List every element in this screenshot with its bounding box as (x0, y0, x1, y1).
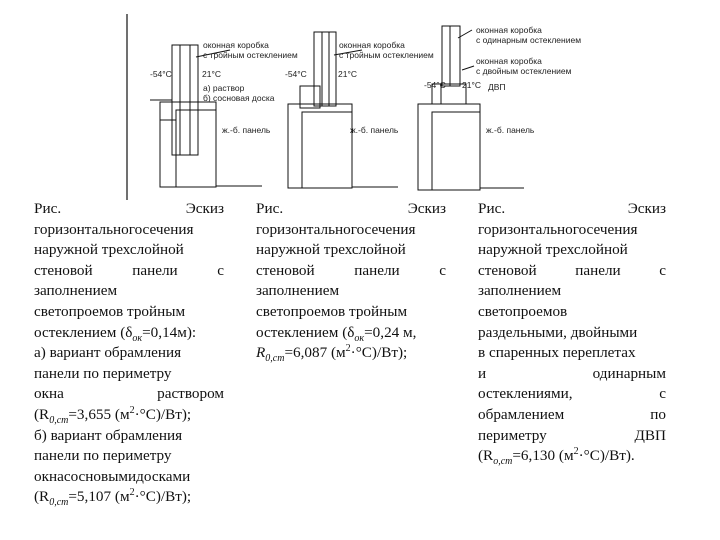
outside-temp-1: -54°C (150, 69, 172, 79)
caption-1-line12: б) вариант обрамления (34, 426, 183, 444)
caption-1-line7: остеклением $(\delta_{ок}=0,14м)$: (34, 323, 197, 344)
caption-2-sketch: Эскиз (407, 200, 446, 217)
caption-1-line10b: раствором (157, 385, 224, 403)
caption-3-line10b: с (659, 385, 666, 403)
caption-1-line4a: стеновой (34, 261, 93, 279)
caption-2-line5: заполнением (256, 282, 340, 300)
caption-2-fig: Рис. (256, 200, 284, 217)
wall-section-figure (0, 0, 720, 200)
caption-2-line4c: с (439, 261, 446, 279)
frame-label-dvp: ДВП (488, 82, 506, 92)
outside-temp-2: -54°C (285, 69, 307, 79)
caption-3-line10a: остеклениями, (478, 385, 573, 403)
caption-3-line11b: по (650, 405, 666, 423)
caption-1-line9: панели по периметру (34, 364, 172, 382)
caption-3 (478, 199, 666, 467)
panel-label-2: ж.-б. панель (350, 125, 399, 135)
callout-1-line2: с тройным остеклением (203, 50, 298, 60)
caption-1-line8: а) вариант обрамления (34, 344, 182, 362)
caption-3-line4c: с (659, 261, 666, 279)
caption-1-line2: горизонтальногосечения (34, 220, 194, 238)
caption-1-fig: Рис. (34, 200, 62, 217)
caption-2-line6: светопроемов тройным (256, 302, 408, 320)
caption-3-line12a: периметру (478, 426, 547, 444)
variant-a-label: а) раствор (203, 83, 245, 93)
caption-1 (34, 199, 224, 508)
outside-temp-3: -54°C (424, 80, 446, 90)
callout-2-line1: оконная коробка (339, 40, 405, 50)
caption-3-line6: светопроемов (478, 302, 568, 320)
caption-1-line6: светопроемов тройным (34, 302, 186, 320)
caption-3-line3: наружной трехслойной (478, 241, 628, 259)
caption-3-line4a: стеновой (478, 261, 537, 279)
caption-1-sketch: Эскиз (185, 200, 224, 217)
variant-b-label: б) сосновая доска (203, 93, 275, 103)
caption-1-line13: панели по периметру (34, 447, 172, 465)
caption-3-line5: заполнением (478, 282, 562, 300)
caption-1-line10a: окна (34, 385, 64, 403)
sketch-panel-1 (150, 45, 262, 187)
caption-2-line2: горизонтальногосечения (256, 220, 416, 238)
callout-3-top-line2: с одинарным остеклением (476, 35, 582, 45)
caption-3-line13: ($R_{о,ст}=6,130$ $(м^2\cdot^\circ С)/Вт$). (478, 446, 635, 468)
caption-2-line4b: панели (354, 261, 400, 279)
caption-1-line4c: с (217, 261, 224, 279)
inside-temp-2: 21°C (338, 69, 357, 79)
inside-temp-3: 21°C (462, 80, 481, 90)
sketch-panel-3 (418, 26, 524, 190)
caption-1-line15: ($R_{0,ст}=5,107$ $(м^2\cdot^\circ С)/Вт$); (34, 487, 192, 509)
caption-2-line7: остеклением ($\delta_{ок}=0,24$ м, (256, 323, 417, 344)
caption-3-line9b: одинарным (592, 364, 666, 382)
callout-3-mid-line1: оконная коробка (476, 56, 542, 66)
panel-label-1: ж.-б. панель (222, 125, 271, 135)
caption-3-fig: Рис. (478, 200, 506, 217)
caption-1-line3: наружной трехслойной (34, 241, 184, 259)
caption-1-line14: окнасосновымидосками (34, 467, 191, 485)
callout-3-top-line1: оконная коробка (476, 25, 542, 35)
caption-3-line2: горизонтальногосечения (478, 220, 638, 238)
callout-3-mid-line2: с двойным остеклением (476, 66, 572, 76)
caption-2-line8: $R_{0,ст}=6,087$ $(м^2\cdot^\circ С)/Вт$); (256, 343, 408, 365)
callout-1-line1: оконная коробка (203, 40, 269, 50)
caption-3-sketch: Эскиз (627, 200, 666, 217)
callout-2-line2: с тройным остеклением (339, 50, 434, 60)
caption-3-line11a: обрамлением (478, 405, 565, 423)
caption-1-line4b: панели (132, 261, 178, 279)
caption-3-line8: в спаренных переплетах (478, 344, 636, 362)
panel-label-3: ж.-б. панель (486, 125, 535, 135)
caption-2 (256, 199, 446, 364)
caption-3-line12b: ДВП (634, 426, 666, 444)
caption-3-line9a: и (478, 364, 487, 382)
caption-1-line5: заполнением (34, 282, 118, 300)
caption-3-line7: раздельными, двойными (478, 323, 638, 341)
caption-2-line4a: стеновой (256, 261, 315, 279)
caption-1-line11: ($R_{0,ст}=3,655$ $(м^2\cdot^\circ С)/Вт$); (34, 404, 192, 426)
inside-temp-1: 21°C (202, 69, 221, 79)
caption-3-line4b: панели (575, 261, 621, 279)
caption-2-line3: наружной трехслойной (256, 241, 406, 259)
